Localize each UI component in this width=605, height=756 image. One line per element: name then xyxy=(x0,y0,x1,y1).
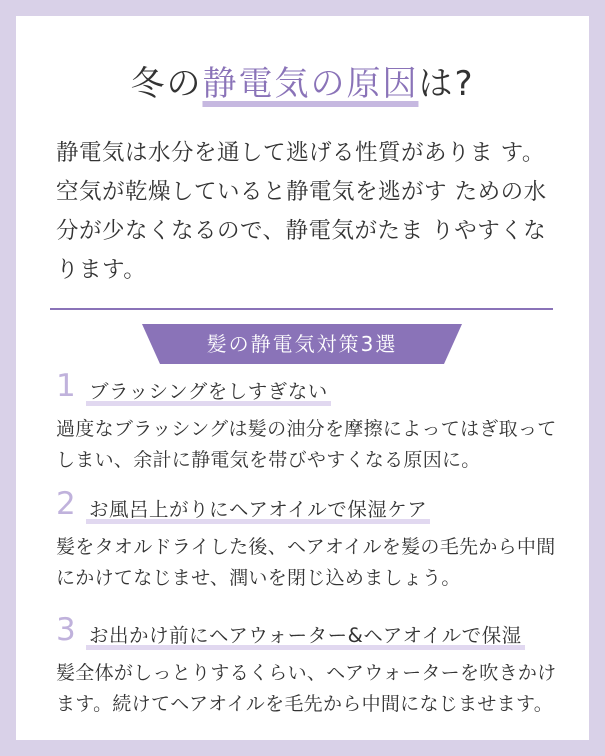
info-card xyxy=(16,16,589,740)
tip-title: お風呂上がりにヘアオイルで保湿ケア xyxy=(86,494,430,524)
tip-body: 髪をタオルドライした後、ヘアオイルを髪の毛先から中間にかけてなじませ、潤いを閉じ込めましょう。 xyxy=(56,536,556,589)
section-ribbon xyxy=(142,324,462,370)
tip-title: お出かけ前にヘアウォーター&ヘアオイルで保湿 xyxy=(86,620,525,650)
tip-item-3 xyxy=(56,612,566,720)
tip-number: 1 xyxy=(56,368,76,404)
title-suffix: は? xyxy=(418,64,475,104)
intro-paragraph: 静電気は水分を通して逃げる性質がありま す。空気が乾燥していると静電気を逃がす ための水分が少なくなるので、静電気がたま りやすくなります。 xyxy=(56,140,547,283)
tip-item-2 xyxy=(56,486,566,594)
tip-number: 3 xyxy=(56,612,76,648)
section-label: 髪の静電気対策3選 xyxy=(206,332,398,356)
section-divider xyxy=(50,308,553,310)
page-title xyxy=(16,56,589,105)
tip-number: 2 xyxy=(56,486,76,522)
tip-item-1 xyxy=(56,368,566,476)
tip-body: 過度なブラッシングは髪の油分を摩擦によってはぎ取ってしまい、余計に静電気を帯びやすくなる原因に。 xyxy=(56,418,557,471)
title-accent: 静電気の原因 xyxy=(202,64,419,104)
title-prefix: 冬の xyxy=(130,64,203,104)
tip-title: ブラッシングをしすぎない xyxy=(86,376,331,406)
tip-body: 髪全体がしっとりするくらい、ヘアウォーターを吹きかけます。続けてヘアオイルを毛先から中間になじませます。 xyxy=(56,662,557,715)
